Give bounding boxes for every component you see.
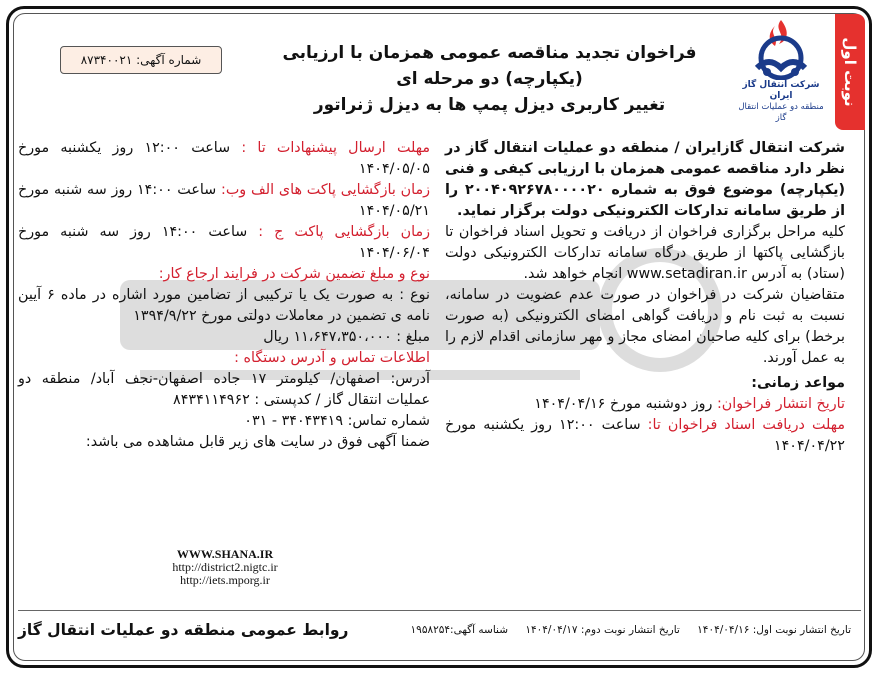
logo-district-name: منطقه دو عملیات انتقال گاز [738,102,824,123]
receive-deadline-label: مهلت دریافت اسناد فراخوان تا: [647,417,845,433]
address: آدرس: اصفهان/ کیلومتر ۱۷ جاده اصفهان-نجف آباد/ منطقه دو عملیات انتقال گاز / کدپستی : ۸۴۳۴۱۱۴۹۶۲ [18,371,431,408]
publish-info [397,612,851,648]
contact-heading: اطلاعات تماس و آدرس دستگاه : [234,350,430,366]
logo-company-name: شرکت انتقال گاز ایران [742,80,820,101]
second-publish-date: تاریخ انتشار نوبت دوم: ۱۴۰۴/۰۴/۱۷ [525,624,680,636]
open-ab-label: زمان بازگشایی پاکت های الف وب: [221,182,431,198]
ad-number-box: شماره آگهی: ۸۷۳۴۰۰۲۱ [60,46,222,74]
publish-date-row [445,394,845,415]
title-line-1: فراخوان تجدید مناقصه عمومی همزمان با ارزیابی (یکپارچه) دو مرحله ای [282,43,697,89]
submit-deadline-row [18,138,430,180]
open-c-row [18,222,430,264]
publish-date-value: روز دوشنبه مورخ ۱۴۰۴/۰۴/۱۶ [534,396,717,412]
title-line-2: تغییر کاربری دیزل پمپ ها به دیزل ژنراتور [313,95,666,115]
receive-deadline-value: ساعت ۱۲:۰۰ روز یکشنبه مورخ ۱۴۰۴/۰۴/۲۲ [445,417,845,454]
registration-paragraph: متقاضیان شرکت در فراخوان در صورت عدم عضویت در سامانه، نسبت به ثبت نام و دریافت گواهی امضای الکترونیکی (به صورت برخط) برای کلیه صاحبان امضای مجاز و مهر سازمانی اقدام لازم را به عمل آورند. [445,287,845,366]
website-link[interactable]: WWW.SHANA.IR [176,547,274,561]
schedule-heading: مواعد زمانی: [751,375,845,391]
open-ab-value: ساعت ۱۴:۰۰ روز سه شنبه مورخ ۱۴۰۴/۰۵/۲۱ [18,182,430,219]
submit-deadline-label: مهلت ارسال پیشنهادات تا : [241,140,431,156]
sites-note: ضمنا آگهی فوق در سایت های زیر قابل مشاهده می باشد: [85,434,430,450]
company-logo [735,16,827,124]
open-ab-row [18,180,430,222]
footer-divider [18,610,861,611]
website-list [150,548,300,587]
website-link[interactable]: http://iets.mporg.ir [180,573,270,587]
open-c-label: زمان بازگشایی پاکت ج : [258,224,431,240]
submit-deadline-value: ساعت ۱۲:۰۰ روز یکشنبه مورخ ۱۴۰۴/۰۵/۰۵ [18,140,430,177]
ad-title [250,40,729,118]
intro-paragraph: شرکت انتقال گازایران / منطقه دو عملیات انتقال گاز در نظر دارد مناقصه عمومی همزمان با ارزیابی کیفی و فنی (یکپارچه) موضوع فوق به شماره ۲۰۰۴۰۹۲۶۷۸۰۰۰۰۲۰ را از طریق سامانه تدارکات الکترونیکی دولت برگزار نماید. [445,140,845,219]
receive-deadline-row [445,415,845,457]
signature: روابط عمومی منطقه دو عملیات انتقال گاز [18,621,349,639]
ad-id: شناسه آگهی:۱۹۵۸۲۵۴ [410,624,509,636]
open-c-value: ساعت ۱۴:۰۰ روز سه شنبه مورخ ۱۴۰۴/۰۶/۰۴ [18,224,430,261]
publish-date-label: تاریخ انتشار فراخوان: [716,396,845,412]
guarantee-type: نوع : به صورت یک یا ترکیبی از تضامین مورد اشاره در ماده ۶ آیین نامه ی تضمین در معاملات دولتی مورخ ۱۳۹۴/۹/۲۲ [18,287,430,324]
left-column [18,138,430,453]
edition-badge [835,14,865,130]
guarantee-amount: مبلغ : ۱۱،۶۴۷،۳۵۰،۰۰۰ ریال [263,329,430,345]
first-publish-date: تاریخ انتشار نوبت اول: ۱۴۰۴/۰۴/۱۶ [697,624,851,636]
guarantee-heading: نوع و مبلغ تضمین شرکت در فرایند ارجاع کار: [158,266,430,282]
website-link[interactable]: http://district2.nigtc.ir [172,560,278,574]
right-column [445,138,845,457]
flame-gas-logo-icon [749,16,813,80]
phone: شماره تماس: ۳۴۰۴۳۴۱۹ - ۰۳۱ [244,413,430,429]
edition-label: نوبت اول [841,37,859,107]
procedure-paragraph: کلیه مراحل برگزاری فراخوان از دریافت و تحویل اسناد فراخوان تا بازگشایی پاکتها از طریق درگاه سامانه تدارکات الکترونیکی دولت (ستاد) به آدرس www.setadiran.ir انجام خواهد شد. [445,224,845,282]
footer [18,612,851,652]
